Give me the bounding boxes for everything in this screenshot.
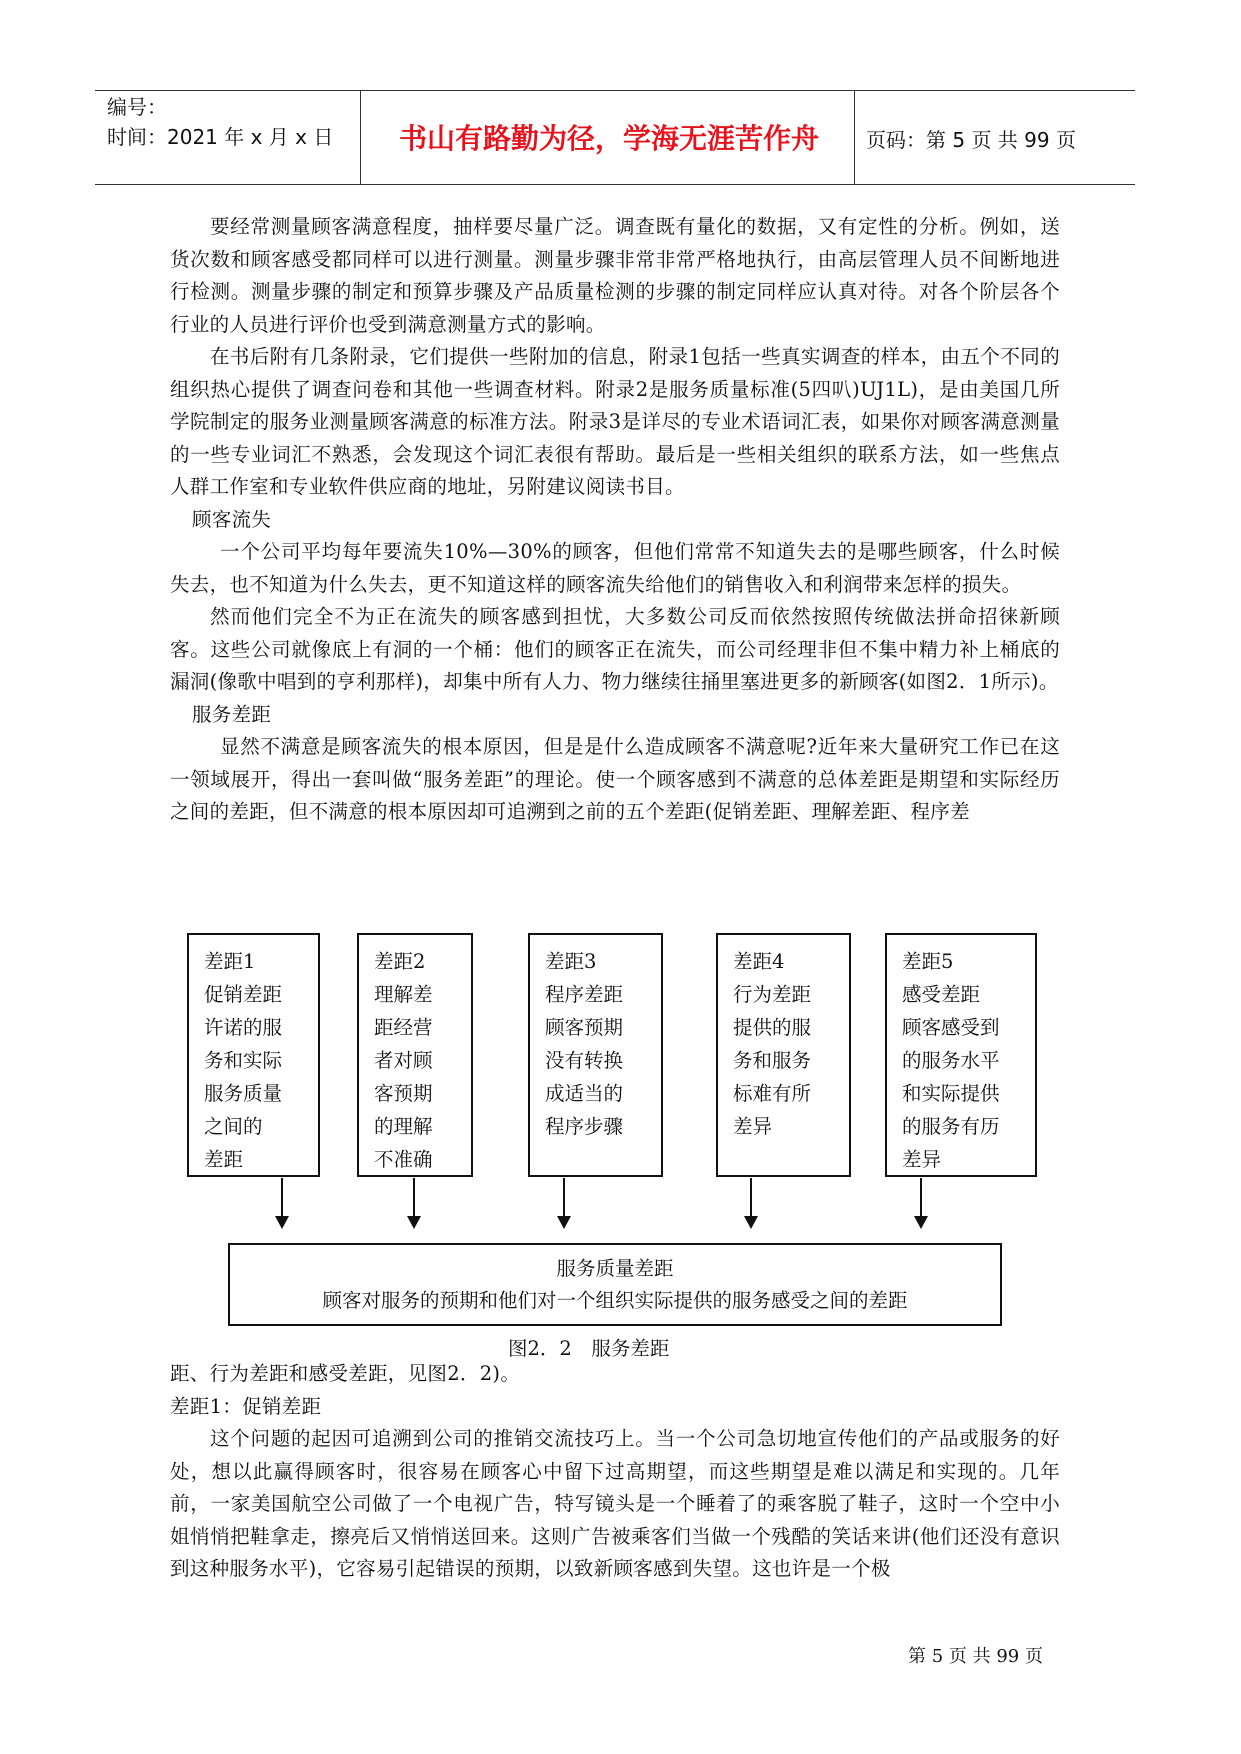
gap-line: 顾客预期	[545, 1016, 624, 1039]
gap-line: 之间的	[204, 1115, 263, 1138]
gap-line: 服务质量	[204, 1082, 283, 1105]
service-quality-gap-box	[228, 1243, 1002, 1326]
gap-line: 成适当的	[545, 1082, 624, 1105]
paragraph: 一个公司平均每年要流失10%—30%的顾客，但他们常常不知道失去的是哪些顾客，什么时候失去，也不知道为什么失去，更不知道这样的顾客流失给他们的销售收入和利润带来怎样的损失。	[170, 540, 1060, 596]
gap-line: 没有转换	[545, 1049, 624, 1072]
gap-line: 顾客感受到	[902, 1016, 1000, 1039]
gap-line: 差距3	[545, 950, 597, 973]
gap-line: 标难有所	[733, 1082, 812, 1105]
gap-line: 差距	[204, 1148, 244, 1171]
arrow-down-icon	[275, 1216, 289, 1229]
section-heading: 差距1：促销差距	[170, 1394, 322, 1418]
page-footer: 第 5 页 共 99 页	[908, 1646, 1043, 1667]
paragraph: 要经常测量顾客满意程度，抽样要尽量广泛。调查既有量化的数据，又有定性的分析。例如，送货次数和顾客感受都同样可以进行测量。测量步骤非常非常严格地执行，由高层管理人员不间断地进行检测。测量步骤的制定和预算步骤及产品质量检测的步骤的制定同样应认真对待。对各个阶层各个行业的人员进行评价也受到满意测量方式的影响。	[170, 215, 1060, 336]
gap-line: 不准确	[374, 1148, 433, 1171]
gap-line: 促销差距	[204, 983, 283, 1006]
body-text-top	[170, 211, 1060, 829]
header-top-rule	[95, 90, 1135, 91]
gap-line: 理解差	[374, 983, 433, 1006]
gap-line: 务和实际	[204, 1049, 283, 1072]
quality-gap-title: 服务质量差距	[556, 1257, 674, 1280]
arrow-down-icon	[914, 1216, 928, 1229]
figure-caption: 图2．2 服务差距	[508, 1337, 670, 1360]
gap-line: 和实际提供	[902, 1082, 1000, 1105]
section-heading: 顾客流失	[192, 507, 272, 531]
gap-line: 提供的服	[733, 1016, 812, 1039]
quality-gap-description: 顾客对服务的预期和他们对一个组织实际提供的服务感受之间的差距	[322, 1289, 908, 1312]
gap-line: 差距2	[374, 950, 426, 973]
gap-box-3	[528, 933, 663, 1177]
gap-line: 者对顾	[374, 1049, 433, 1072]
header-bottom-rule	[95, 184, 1135, 185]
arrow-down-icon	[744, 1216, 758, 1229]
gap-line: 的理解	[374, 1115, 433, 1138]
gap-line: 差距1	[204, 950, 256, 973]
paragraph: 然而他们完全不为正在流失的顾客感到担忧，大多数公司反而依然按照传统做法拼命招徕新顾客。这些公司就像底上有洞的一个桶：他们的顾客正在流失，而公司经理非但不集中精力补上桶底的漏洞(像歌中唱到的亨利那样)，却集中所有人力、物力继续往捅里塞进更多的新顾客(如图2．1所示)。	[170, 605, 1060, 693]
gap-line: 距经营	[374, 1016, 433, 1039]
gap-line: 程序差距	[545, 983, 624, 1006]
gap-line: 的服务水平	[902, 1049, 1000, 1072]
arrow-shaft-4	[750, 1178, 752, 1218]
gap-line: 行为差距	[733, 983, 812, 1006]
gap-line: 感受差距	[902, 983, 981, 1006]
gap-line: 差异	[733, 1115, 773, 1138]
paragraph: 距、行为差距和感受差距，见图2．2)。	[170, 1362, 521, 1385]
section-heading: 服务差距	[192, 702, 272, 726]
gap-box-5	[885, 933, 1037, 1177]
body-text-bottom	[170, 1358, 1060, 1586]
paragraph: 在书后附有几条附录，它们提供一些附加的信息，附录1包括一些真实调查的样本，由五个不同的组织热心提供了调查问卷和其他一些调查材料。附录2是服务质量标准(5四叭)UJ1L)，是由美国几所学院制定的服务业测量顾客满意的标准方法。附录3是详尽的专业术语词汇表，如果你对顾客满意测量的一些专业词汇不熟悉，会发现这个词汇表很有帮助。最后是一些相关组织的联系方法，如一些焦点人群工作室和专业软件供应商的地址，另附建议阅读书目。	[170, 345, 1060, 498]
header-meta	[107, 92, 333, 152]
gap-box-4	[716, 933, 851, 1177]
header-divider-left	[360, 91, 361, 185]
gap-line: 差异	[902, 1148, 942, 1171]
gap-box-2	[357, 933, 473, 1177]
gap-line: 的服务有历	[902, 1115, 1000, 1138]
gap-line: 客预期	[374, 1082, 433, 1105]
arrow-down-icon	[557, 1216, 571, 1229]
gap-line: 差距5	[902, 950, 954, 973]
doc-number-label: 编号：	[107, 95, 167, 119]
arrow-shaft-1	[281, 1178, 283, 1218]
arrow-down-icon	[407, 1216, 421, 1229]
gap-line: 差距4	[733, 950, 785, 973]
gap-line: 务和服务	[733, 1049, 812, 1072]
arrow-shaft-5	[920, 1178, 922, 1218]
gap-line: 许诺的服	[204, 1016, 283, 1039]
paragraph: 显然不满意是顾客流失的根本原因，但是是什么造成顾客不满意呢?近年来大量研究工作已在这一领域展开，得出一套叫做“服务差距”的理论。使一个顾客感到不满意的总体差距是期望和实际经历之间的差距，但不满意的根本原因却可追溯到之前的五个差距(促销差距、理解差距、程序差	[170, 735, 1060, 823]
doc-date: 时间：2021 年 x 月 x 日	[107, 125, 334, 149]
arrow-shaft-2	[413, 1178, 415, 1218]
gap-line: 程序步骤	[545, 1115, 624, 1138]
paragraph: 这个问题的起因可追溯到公司的推销交流技巧上。当一个公司急切地宣传他们的产品或服务的好处，想以此赢得顾客时，很容易在顾客心中留下过高期望，而这些期望是难以满足和实现的。几年前，一家美国航空公司做了一个电视广告，特写镜头是一个睡着了的乘客脱了鞋子，这时一个空中小姐悄悄把鞋拿走，擦亮后又悄悄送回来。这则广告被乘客们当做一个残酷的笑话来讲(他们还没有意识到这种服务水平)，它容易引起错误的预期，以致新顾客感到失望。这也许是一个极	[170, 1427, 1060, 1580]
arrow-shaft-3	[563, 1178, 565, 1218]
gap-box-1	[187, 933, 320, 1177]
header-motto: 书山有路勤为径，学海无涯苦作舟	[398, 122, 819, 155]
header-divider-right	[854, 91, 855, 185]
header-page-info: 页码：第 5 页 共 99 页	[866, 128, 1076, 152]
